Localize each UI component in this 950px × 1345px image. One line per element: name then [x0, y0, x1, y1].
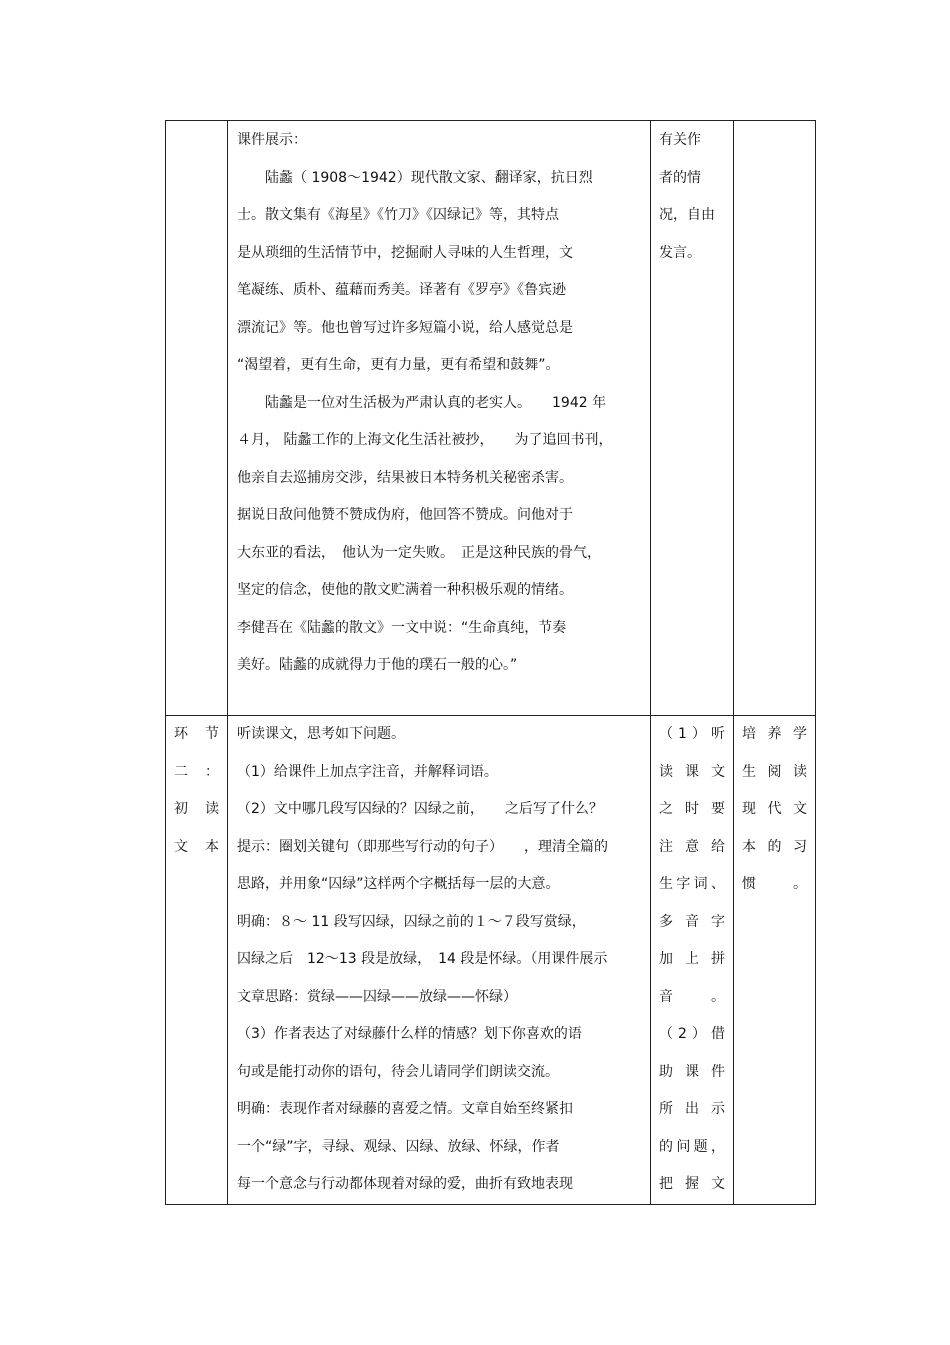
- text-line: 加上拼: [659, 951, 725, 967]
- text-line: 文本: [174, 838, 219, 855]
- text-line: 士。散文集有《海星》《竹刀》《囚绿记》等，其特点: [237, 207, 559, 223]
- text-line: 现代文: [742, 801, 807, 817]
- text-line: 陆蠡是一位对生活极为严肃认真的老实人。 1942 年: [237, 394, 607, 411]
- lesson-plan-table: [165, 120, 816, 1205]
- stage-cell: [166, 121, 228, 716]
- text-line: 美好。陆蠡的成就得力于他的璞石一般的心。”: [237, 657, 518, 673]
- text-line: 注意给: [659, 838, 725, 855]
- text-line: 陆蠡（ 1908～1942）现代散文家、翻译家，抗日烈: [237, 169, 593, 186]
- text-line: （3）作者表达了对绿藤什么样的情感？划下你喜欢的语: [237, 1026, 582, 1042]
- text-line: 之时要: [659, 801, 725, 817]
- intent-cell: [734, 716, 816, 1205]
- student-activity-cell: [651, 716, 734, 1205]
- text-line: 听读课文，思考如下问题。: [237, 726, 405, 742]
- text-line: 助课件: [659, 1063, 725, 1080]
- text-line: 初 读: [174, 801, 219, 817]
- text-line: 据说日敌问他赞不赞成伪府，他回答不赞成。问他对于: [237, 507, 573, 523]
- table-row: [166, 121, 816, 716]
- text-line: ４月， 陆蠡工作的上海文化生活社被抄， 为了追回书刊，: [237, 432, 613, 448]
- text-line: 生阅读: [742, 763, 807, 780]
- text-line: 大东亚的看法， 他认为一定失败。 正是这种民族的骨气，: [237, 544, 601, 561]
- content-cell: [228, 121, 651, 716]
- text-line: 所出示: [659, 1101, 725, 1117]
- text-line: 思路，并用象“囚绿”这样两个字概括每一层的大意。: [237, 876, 560, 892]
- text-line: 环 节: [174, 726, 219, 742]
- text-line: 明确：表现作者对绿藤的喜爱之情。文章自始至终紧扣: [237, 1101, 573, 1117]
- text-line: 是从琐细的生活情节中，挖掘耐人寻味的人生哲理，文: [237, 244, 573, 261]
- text-line: 笔凝练、质朴、蕴藉而秀美。译著有《罗亭》《鲁宾逊: [237, 282, 566, 298]
- content-cell: [228, 716, 651, 1205]
- text-line: 他亲自去巡捕房交涉，结果被日本特务机关秘密杀害。: [237, 469, 573, 486]
- text-line: （1）听: [659, 726, 725, 742]
- text-line: “渴望着，更有生命，更有力量，更有希望和鼓舞”。: [237, 357, 560, 373]
- table-row: [166, 716, 816, 1205]
- student-activity-cell: [651, 121, 734, 716]
- text-line: 者的情: [659, 169, 701, 186]
- intent-cell: [734, 121, 816, 716]
- text-line: 二：: [174, 763, 219, 780]
- text-line: 发言。: [659, 244, 701, 261]
- stage-cell: [166, 716, 228, 1205]
- text-line: （1）给课件上加点字注音，并解释词语。: [237, 763, 498, 780]
- text-line: 的问题，: [659, 1138, 725, 1155]
- text-line: 况，自由: [659, 207, 715, 223]
- text-line: 文章思路：赏绿——囚绿——放绿——怀绿）: [237, 988, 517, 1005]
- text-line: 多音字: [659, 913, 725, 930]
- text-line: 惯。: [742, 876, 807, 892]
- text-line: 李健吾在《陆蠡的散文》一文中说：“生命真纯，节奏: [237, 619, 567, 636]
- text-line: （2）借: [659, 1026, 725, 1042]
- text-line: 本的习: [742, 838, 807, 855]
- text-line: 提示：圈划关键句（即那些写行动的句子） ，理清全篇的: [237, 838, 608, 855]
- text-line: 坚定的信念，使他的散文贮满着一种积极乐观的情绪。: [237, 582, 573, 598]
- text-line: 读课文: [659, 763, 725, 780]
- text-line: 课件展示：: [237, 132, 307, 148]
- text-line: 漂流记》等。他也曾写过许多短篇小说，给人感觉总是: [237, 319, 573, 336]
- text-line: 音。: [659, 988, 725, 1005]
- text-line: 囚绿之后 12～13 段是放绿， 14 段是怀绿。（用课件展示: [237, 951, 608, 967]
- text-line: （2）文中哪几段写囚绿的？囚绿之前， 之后写了什么？: [237, 801, 603, 817]
- text-line: 生字词、: [659, 876, 725, 892]
- text-line: 一个“绿”字，寻绿、观绿、囚绿、放绿、怀绿，作者: [237, 1138, 560, 1155]
- text-line: 明确：８～ 11 段写囚绿，囚绿之前的１～７段写赏绿，: [237, 913, 586, 930]
- text-line: 有关作: [659, 132, 701, 148]
- text-line: 把握文: [659, 1176, 725, 1192]
- text-line: 培养学: [742, 726, 807, 742]
- text-line: 每一个意念与行动都体现着对绿的爱，曲折有致地表现: [237, 1176, 573, 1192]
- text-line: 句或是能打动你的语句，待会儿请同学们朗读交流。: [237, 1063, 559, 1080]
